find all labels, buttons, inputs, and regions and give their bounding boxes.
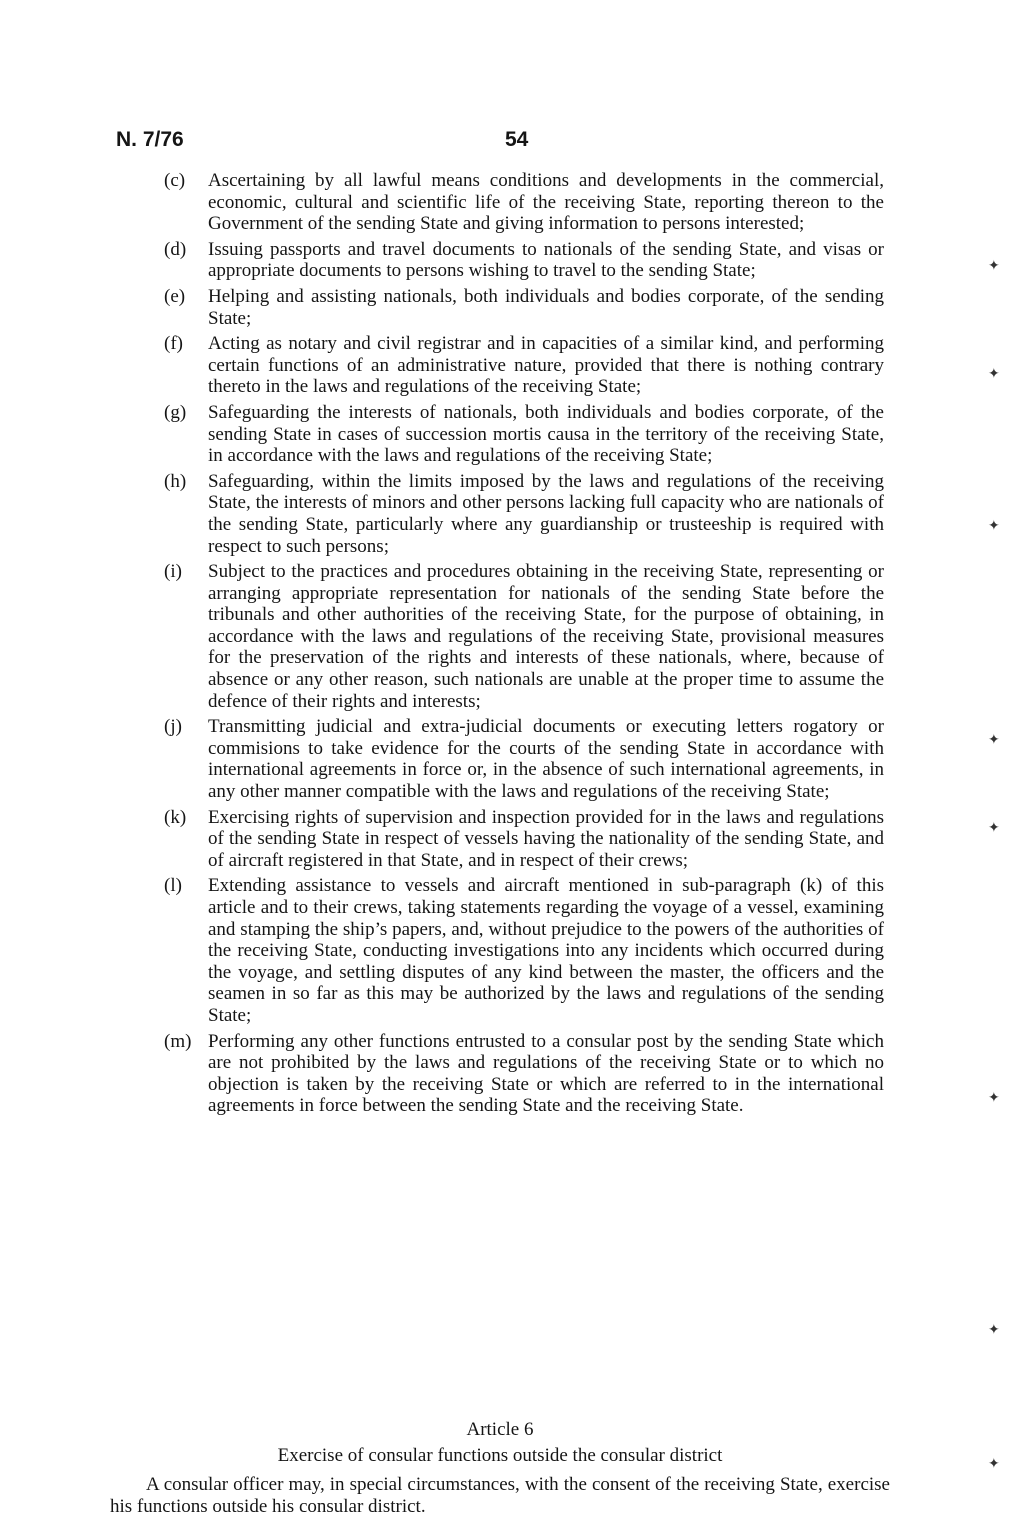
page-number: 54	[505, 128, 529, 151]
margin-mark: ✦	[988, 1456, 1000, 1472]
margin-mark: ✦	[988, 732, 1000, 748]
provision-item-h	[164, 471, 884, 557]
margin-mark: ✦	[988, 1322, 1000, 1338]
margin-mark: ✦	[988, 518, 1000, 534]
provision-text: Exercising rights of supervision and inspection provided for in the laws and regulations of the sending State in respect of vessels having the nationality of the sending State, and of aircraft registered in that State, and in respect of their crews;	[208, 806, 884, 871]
provision-item-g	[164, 402, 884, 467]
provision-item-f	[164, 333, 884, 398]
article-subheading: Exercise of consular functions outside the consular district	[277, 1445, 723, 1466]
provision-label: (g)	[164, 401, 187, 423]
provision-text: Ascertaining by all lawful means conditions and developments in the commercial, economic, cultural and scientific life of the receiving State, reporting thereon to the Government of the sending State and giving information to persons interested;	[208, 170, 884, 235]
provision-item-d	[164, 239, 884, 282]
provision-text: Safeguarding, within the limits imposed by the laws and regulations of the receiving State, the interests of minors and other persons lacking full capacity who are nationals of the sending State, particularly where any guardianship or trusteeship is required with respect to such persons;	[208, 470, 884, 557]
page-header	[116, 128, 916, 158]
provision-label: (j)	[164, 716, 182, 738]
margin-mark: ✦	[988, 820, 1000, 836]
article-heading: Article 6	[466, 1419, 534, 1440]
provision-item-j	[164, 716, 884, 802]
provision-label: (f)	[164, 333, 183, 355]
provision-item-k	[164, 807, 884, 872]
article-6	[110, 1418, 890, 1518]
document-reference: N. 7/76	[116, 128, 184, 151]
provision-text: Subject to the practices and procedures obtaining in the receiving State, representing or arranging appropriate representation for nationals of the sending State before the tribunals and other authorities of the receiving State, for the purpose of obtaining, in accordance with the laws and regulations of the receiving State, provisional measures for the preservation of the rights and interests of these nationals, where, because of absence or any other reason, such nationals are unable at the proper time to assume the defence of their rights and interests;	[208, 561, 884, 712]
provision-text: Transmitting judicial and extra-judicial documents or executing letters rogatory or commisions to take evidence for the courts of the sending State in accordance with international agreements in force or, in the absence of such international agreements, in any other manner compatible with the laws and regulations of the receiving State;	[208, 716, 884, 803]
provisions-list	[164, 170, 884, 1121]
provision-label: (l)	[164, 875, 182, 897]
provision-label: (k)	[164, 806, 187, 828]
provision-item-m	[164, 1031, 884, 1117]
provision-text: Helping and assisting nationals, both individuals and bodies corporate, of the sending State;	[208, 285, 884, 329]
margin-mark: ✦	[988, 258, 1000, 274]
provision-text: Performing any other functions entrusted to a consular post by the sending State which are not prohibited by the laws and regulations of the receiving State or to which no objection is taken by the receiving State or which are referred to in the international agreements in force between the sending State and the receiving State.	[208, 1030, 884, 1117]
provision-item-c	[164, 170, 884, 235]
margin-mark: ✦	[988, 1090, 1000, 1106]
provision-text: Issuing passports and travel documents to nationals of the sending State, and visas or appropriate documents to persons wishing to travel to the sending State;	[208, 238, 884, 282]
provision-item-l	[164, 875, 884, 1026]
article-body: A consular officer may, in special circumstances, with the consent of the receiving State, exercise his functions outside his consular district.	[110, 1474, 890, 1517]
provision-label: (h)	[164, 470, 187, 492]
provision-text: Acting as notary and civil registrar and in capacities of a similar kind, and performing certain functions of an administrative nature, provided that there is nothing contrary thereto in the laws and regulations of the receiving State;	[208, 333, 884, 398]
provision-label: (m)	[164, 1030, 192, 1052]
provision-label: (d)	[164, 238, 187, 260]
provision-label: (i)	[164, 561, 182, 583]
provision-text: Safeguarding the interests of nationals, both individuals and bodies corporate, of the sending State in cases of succession mortis causa in the territory of the receiving State, in accordance with the laws and regulations of the receiving State;	[208, 401, 884, 467]
provision-label: (e)	[164, 285, 186, 307]
provision-label: (c)	[164, 170, 186, 191]
provision-item-e	[164, 286, 884, 329]
provision-text: Extending assistance to vessels and aircraft mentioned in sub-paragraph (k) of this article and to their crews, taking statements regarding the voyage of a vessel, examining and stamping the ship’s papers, and, without prejudice to the powers of the authorities of the receiving State, conducting investigations into any incidents which occurred during the voyage, and settling disputes of any kind between the master, the officers and the seamen in so far as this may be authorized by the laws and regulations of the sending State;	[208, 875, 884, 1026]
margin-mark: ✦	[988, 366, 1000, 382]
provision-item-i	[164, 561, 884, 712]
